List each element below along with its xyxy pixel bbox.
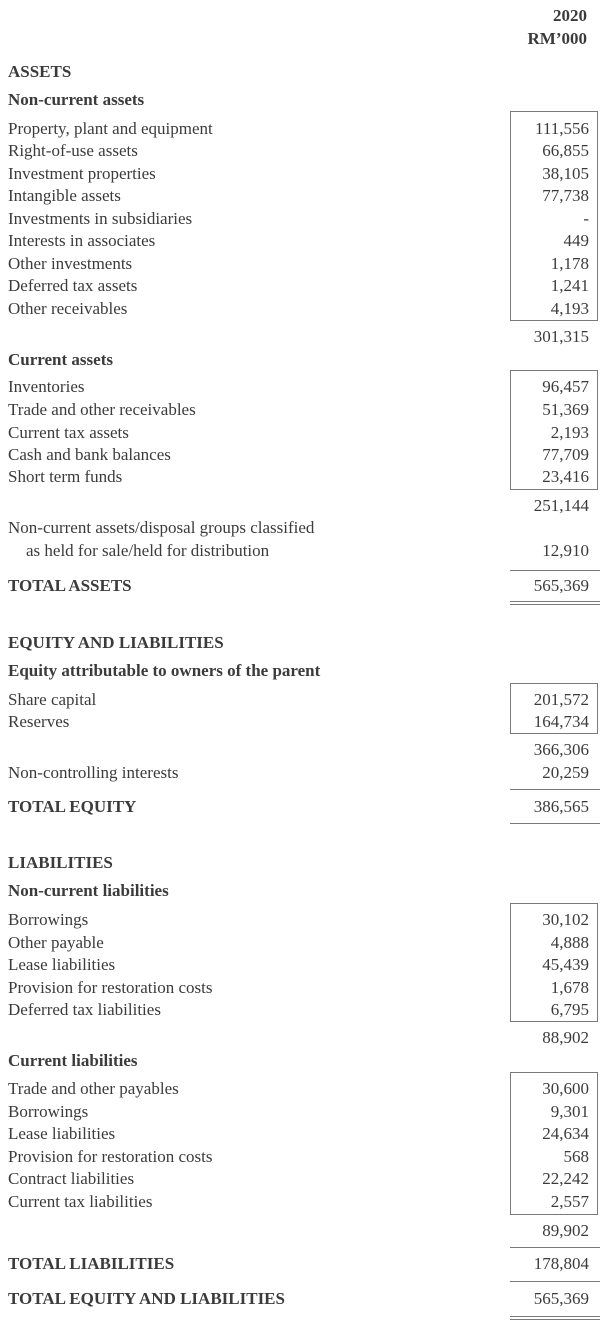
row-label: Provision for restoration costs [8,978,213,997]
row-value: 2,193 [550,423,589,442]
equity-subtotal: 366,306 [533,740,589,759]
row-label: Share capital [8,690,97,709]
row-label: Trade and other payables [8,1079,179,1098]
total-liabilities-label: TOTAL LIABILITIES [8,1254,175,1273]
row-label: Current tax assets [8,423,129,442]
grand-total-double-rule [510,1316,600,1320]
row-label: Investments in subsidiaries [8,209,193,228]
nci-value: 20,259 [542,763,589,782]
row-label: Reserves [8,712,70,731]
row-label: Deferred tax assets [8,276,138,295]
liabilities-heading: LIABILITIES [8,853,113,872]
total-liabilities-bottom-rule [510,1281,600,1282]
row-label: Current tax liabilities [8,1192,153,1211]
row-label: Lease liabilities [8,955,116,974]
non-current-liabilities-total: 88,902 [542,1028,589,1047]
row-value: 45,439 [542,955,589,974]
row-label: Other investments [8,254,133,273]
assets-heading: ASSETS [8,62,72,81]
row-value: 1,178 [550,254,589,273]
unit-header: RM’000 [527,29,587,48]
row-value: 6,795 [550,1000,589,1019]
equity-parent-heading: Equity attributable to owners of the parent [8,661,321,680]
row-label: Other receivables [8,299,128,318]
row-value: 24,634 [542,1124,589,1143]
row-value: 449 [563,231,589,250]
row-value: 66,855 [542,141,589,160]
total-assets-top-rule [510,570,600,571]
row-value: 568 [563,1147,589,1166]
year-header: 2020 [553,6,587,25]
row-value: 4,193 [550,299,589,318]
row-label: Short term funds [8,467,123,486]
row-label: Borrowings [8,1102,89,1121]
row-label: Right-of-use assets [8,141,138,160]
grand-total-label: TOTAL EQUITY AND LIABILITIES [8,1289,285,1308]
non-current-assets-total: 301,315 [533,327,589,346]
total-assets-value: 565,369 [533,576,589,595]
row-value: 77,709 [542,445,589,464]
total-equity-bottom-rule [510,823,600,824]
held-for-sale-value: 12,910 [542,541,589,560]
non-current-liabilities-heading: Non-current liabilities [8,881,169,900]
held-for-sale-label-line1: Non-current assets/disposal groups classified [8,518,315,537]
equity-liabilities-heading: EQUITY AND LIABILITIES [8,633,224,652]
row-value: 30,102 [542,910,589,929]
total-liabilities-top-rule [510,1247,600,1248]
row-label: Interests in associates [8,231,156,250]
row-value: 22,242 [542,1169,589,1188]
row-value: 9,301 [550,1102,589,1121]
row-label: Contract liabilities [8,1169,135,1188]
current-liabilities-total: 89,902 [542,1221,589,1240]
row-value: 2,557 [550,1192,589,1211]
row-label: Trade and other receivables [8,400,196,419]
row-label: Borrowings [8,910,89,929]
row-value: 51,369 [542,400,589,419]
total-equity-label: TOTAL EQUITY [8,797,137,816]
total-assets-double-rule [510,601,600,605]
row-value: 111,556 [535,119,589,138]
row-value: 201,572 [533,690,589,709]
total-equity-top-rule [510,789,600,790]
total-assets-label: TOTAL ASSETS [8,576,132,595]
nci-label: Non-controlling interests [8,763,179,782]
row-label: Cash and bank balances [8,445,171,464]
current-assets-heading: Current assets [8,350,113,369]
row-label: Property, plant and equipment [8,119,213,138]
total-equity-value: 386,565 [533,797,589,816]
row-value: 96,457 [542,377,589,396]
row-value: 38,105 [542,164,589,183]
current-liabilities-heading: Current liabilities [8,1051,138,1070]
row-value: 1,678 [550,978,589,997]
held-for-sale-label-line2: as held for sale/held for distribution [26,541,270,560]
row-value: 4,888 [550,933,589,952]
row-label: Other payable [8,933,104,952]
row-value: 77,738 [542,186,589,205]
row-value: 1,241 [550,276,589,295]
grand-total-value: 565,369 [533,1289,589,1308]
row-value: 164,734 [533,712,589,731]
row-label: Inventories [8,377,85,396]
row-value: - [583,209,589,228]
total-liabilities-value: 178,804 [533,1254,589,1273]
row-label: Provision for restoration costs [8,1147,213,1166]
row-label: Intangible assets [8,186,121,205]
non-current-assets-heading: Non-current assets [8,90,145,109]
row-label: Deferred tax liabilities [8,1000,161,1019]
row-value: 30,600 [542,1079,589,1098]
row-label: Lease liabilities [8,1124,116,1143]
row-label: Investment properties [8,164,156,183]
current-assets-total: 251,144 [533,496,589,515]
row-value: 23,416 [542,467,589,486]
